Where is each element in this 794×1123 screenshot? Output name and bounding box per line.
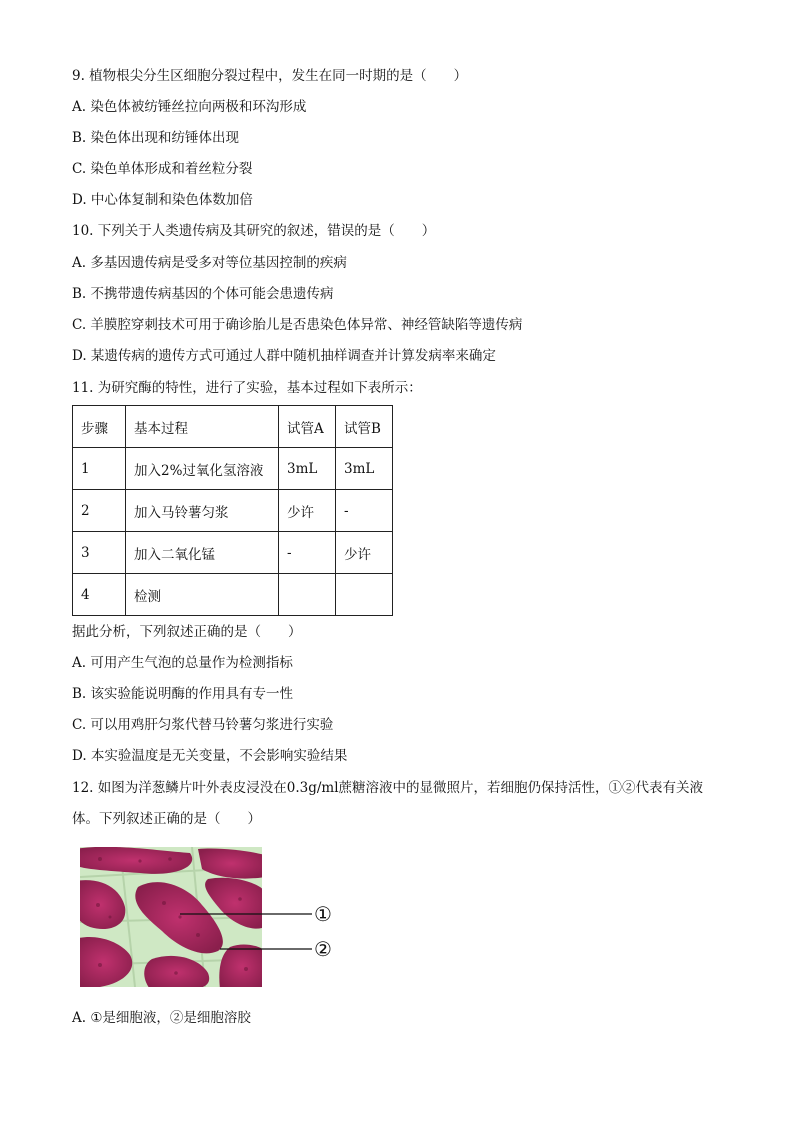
table-cell: 加入马铃薯匀浆 — [126, 490, 279, 532]
q12-stem-line1: 12. 如图为洋葱鳞片叶外表皮浸没在0.3g/ml蔗糖溶液中的显微照片，若细胞仍保持活性，①②代表有关液 — [72, 780, 704, 796]
q10-option-c: C. 羊膜腔穿刺技术可用于确诊胎儿是否患染色体异常、神经管缺陷等遗传病 — [72, 317, 523, 333]
table-cell: - — [336, 490, 393, 532]
q10-stem: 10. 下列关于人类遗传病及其研究的叙述，错误的是（ ） — [72, 223, 436, 239]
q12-option-a: A. ①是细胞液，②是细胞溶胶 — [72, 1010, 251, 1026]
q12-stem-line2: 体。下列叙述正确的是（ ） — [72, 811, 261, 827]
table-cell: 少许 — [336, 532, 393, 574]
q11-option-d: D. 本实验温度是无关变量，不会影响实验结果 — [72, 748, 348, 764]
table-cell: 加入2%过氧化氢溶液 — [126, 448, 279, 490]
q10-option-d: D. 某遗传病的遗传方式可通过人群中随机抽样调查并计算发病率来确定 — [72, 348, 496, 364]
q9-stem: 9. 植物根尖分生区细胞分裂过程中，发生在同一时期的是（ ） — [72, 68, 468, 84]
table-row — [73, 574, 393, 616]
table-cell: 4 — [73, 574, 126, 616]
table-cell: 3mL — [336, 448, 393, 490]
q9-option-a: A. 染色体被纺锤丝拉向两极和环沟形成 — [72, 99, 307, 115]
table-row — [73, 532, 393, 574]
table-cell: 加入二氧化锰 — [126, 532, 279, 574]
q9-option-c: C. 染色单体形成和着丝粒分裂 — [72, 161, 253, 177]
table-cell: 2 — [73, 490, 126, 532]
table-header-cell: 试管B — [336, 406, 393, 448]
table-row — [73, 490, 393, 532]
table-row — [73, 448, 393, 490]
table-cell — [336, 574, 393, 616]
table-header-cell: 步骤 — [73, 406, 126, 448]
q10-option-b: B. 不携带遗传病基因的个体可能会患遗传病 — [72, 286, 334, 302]
q10-option-a: A. 多基因遗传病是受多对等位基因控制的疾病 — [72, 255, 347, 271]
q11-steps-table — [72, 405, 393, 616]
q11-option-b: B. 该实验能说明酶的作用具有专一性 — [72, 686, 294, 702]
q11-stem: 11. 为研究酶的特性，进行了实验，基本过程如下表所示： — [72, 380, 422, 396]
table-header-row — [73, 406, 393, 448]
table-cell: - — [279, 532, 336, 574]
table-cell — [279, 574, 336, 616]
figure-label-2: ② — [314, 937, 332, 961]
q11-question: 据此分析，下列叙述正确的是（ ） — [72, 624, 302, 640]
table-cell: 3 — [73, 532, 126, 574]
table-header-cell: 试管A — [279, 406, 336, 448]
q11-option-a: A. 可用产生气泡的总量作为检测指标 — [72, 655, 293, 671]
onion-cell-micrograph — [80, 847, 262, 987]
q9-option-b: B. 染色体出现和纺锤体出现 — [72, 130, 240, 146]
q11-option-c: C. 可以用鸡肝匀浆代替马铃薯匀浆进行实验 — [72, 717, 334, 733]
table-cell: 1 — [73, 448, 126, 490]
table-cell: 少许 — [279, 490, 336, 532]
table-cell: 检测 — [126, 574, 279, 616]
figure-label-1: ① — [314, 902, 332, 926]
table-cell: 3mL — [279, 448, 336, 490]
table-header-cell: 基本过程 — [126, 406, 279, 448]
q9-option-d: D. 中心体复制和染色体数加倍 — [72, 192, 253, 208]
